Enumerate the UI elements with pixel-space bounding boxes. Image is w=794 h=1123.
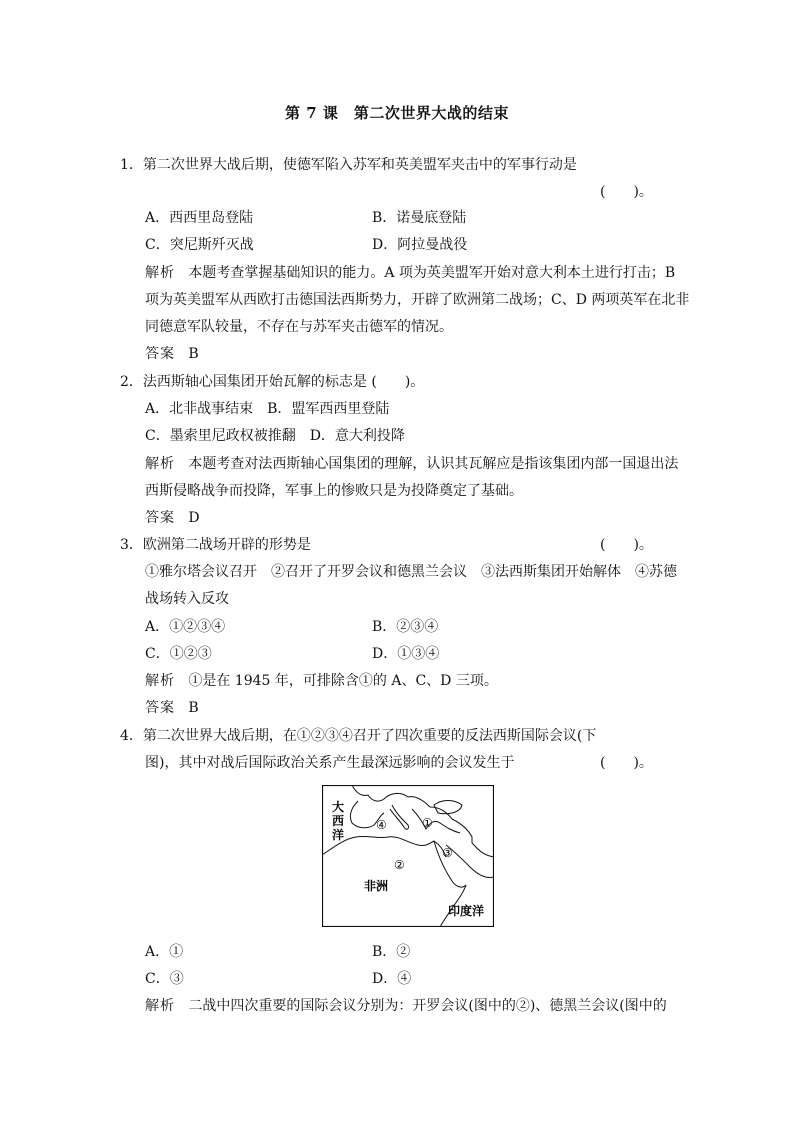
q4-option-a: A．① bbox=[145, 944, 184, 960]
q2-options-line-1: A．北非战事结束 B．盟军西西里登陆 bbox=[145, 401, 390, 417]
map-marker-4: ④ bbox=[376, 818, 387, 832]
q1-analysis-line-1 bbox=[145, 263, 675, 283]
q3-analysis-text: ①是在 1945 年，可排除含①的 A、C、D 三项。 bbox=[188, 673, 498, 689]
q1-answer-line bbox=[145, 344, 199, 364]
q1-answer-value: B bbox=[188, 346, 199, 362]
map-marker-1: ① bbox=[422, 816, 433, 830]
map-marker-3: ③ bbox=[442, 846, 453, 860]
map-label-atlantic-2: 西 bbox=[332, 814, 345, 828]
q4-stem-line-2: 图)，其中对战后国际政治关系产生最深远影响的会议发生于 bbox=[145, 755, 515, 771]
q4-analysis-line bbox=[145, 996, 667, 1016]
conference-map-figure bbox=[322, 785, 494, 927]
map-label-atlantic-3: 洋 bbox=[332, 828, 345, 842]
q2-answer-value: D bbox=[188, 510, 200, 526]
q1-answer-label: 答案 bbox=[145, 346, 175, 362]
q1-analysis-label: 解析 bbox=[145, 265, 175, 281]
q2-analysis-label: 解析 bbox=[145, 456, 175, 472]
q3-answer-blank: ( )。 bbox=[600, 537, 653, 553]
q2-options-line-2: C．墨索里尼政权被推翻 D．意大利投降 bbox=[145, 428, 405, 444]
q4-stem-line-1: 4．第二次世界大战后期，在①②③④召开了四次重要的反法西斯国际会议(下 bbox=[120, 728, 597, 744]
q3-analysis-label: 解析 bbox=[145, 673, 175, 689]
q3-stem: 3．欧洲第二战场开辟的形势是 bbox=[120, 537, 311, 553]
q4-option-d: D．④ bbox=[372, 971, 412, 987]
q2-answer-label: 答案 bbox=[145, 510, 175, 526]
q3-option-d: D．①③④ bbox=[372, 646, 440, 662]
q1-answer-blank: ( )。 bbox=[600, 184, 653, 200]
map-label-indian-ocean: 印度洋 bbox=[448, 904, 485, 918]
q1-option-d: D．阿拉曼战役 bbox=[372, 237, 468, 253]
q4-option-b: B．② bbox=[372, 944, 411, 960]
q2-analysis-text-1: 本题考查对法西斯轴心国集团的理解，认识其瓦解应是指该集团内部一国退出法 bbox=[188, 456, 679, 472]
q4-analysis-label: 解析 bbox=[145, 998, 175, 1014]
q1-analysis-text-1: 本题考查掌握基础知识的能力。A 项为英美盟军开始对意大利本土进行打击；B bbox=[188, 265, 676, 281]
q3-answer-value: B bbox=[188, 700, 199, 716]
q3-option-a: A．①②③④ bbox=[145, 619, 226, 635]
q3-items-line-1: ①雅尔塔会议召开 ②召开了开罗会议和德黑兰会议 ③法西斯集团开始解体 ④苏德 bbox=[145, 564, 677, 580]
lesson-title: 第 7 课 第二次世界大战的结束 bbox=[285, 104, 509, 122]
q1-analysis-line-2: 项为英美盟军从西欧打击德国法西斯势力，开辟了欧洲第二战场；C、D 两项英军在北非 bbox=[145, 292, 690, 308]
map-marker-2: ② bbox=[394, 858, 405, 872]
q3-analysis-line bbox=[145, 671, 498, 691]
q1-analysis-line-3: 同德意军队较量，不存在与苏军夹击德军的情况。 bbox=[145, 319, 453, 335]
q1-stem: 1．第二次世界大战后期，使德军陷入苏军和英美盟军夹击中的军事行动是 bbox=[120, 157, 577, 173]
q1-option-c: C．突尼斯歼灭战 bbox=[145, 237, 254, 253]
map-label-atlantic-1: 大 bbox=[332, 800, 345, 814]
q3-answer-line bbox=[145, 698, 199, 718]
q3-option-b: B．②③④ bbox=[372, 619, 439, 635]
q1-option-b: B．诺曼底登陆 bbox=[372, 210, 467, 226]
map-label-africa: 非洲 bbox=[364, 879, 389, 893]
q4-answer-blank: ( )。 bbox=[600, 755, 653, 771]
q2-answer-line bbox=[145, 508, 200, 528]
q2-stem: 2．法西斯轴心国集团开始瓦解的标志是 ( )。 bbox=[120, 374, 425, 390]
q2-analysis-line-1 bbox=[145, 454, 678, 474]
q1-option-a: A．西西里岛登陆 bbox=[145, 210, 254, 226]
q3-option-c: C．①②③ bbox=[145, 646, 212, 662]
q3-items-line-2: 战场转入反攻 bbox=[145, 591, 229, 607]
q4-option-c: C．③ bbox=[145, 971, 184, 987]
q2-analysis-line-2: 西斯侵略战争而投降，军事上的惨败只是为投降奠定了基础。 bbox=[145, 483, 523, 499]
q3-answer-label: 答案 bbox=[145, 700, 175, 716]
q4-analysis-text: 二战中四次重要的国际会议分别为：开罗会议(图中的②)、德黑兰会议(图中的 bbox=[188, 998, 667, 1014]
